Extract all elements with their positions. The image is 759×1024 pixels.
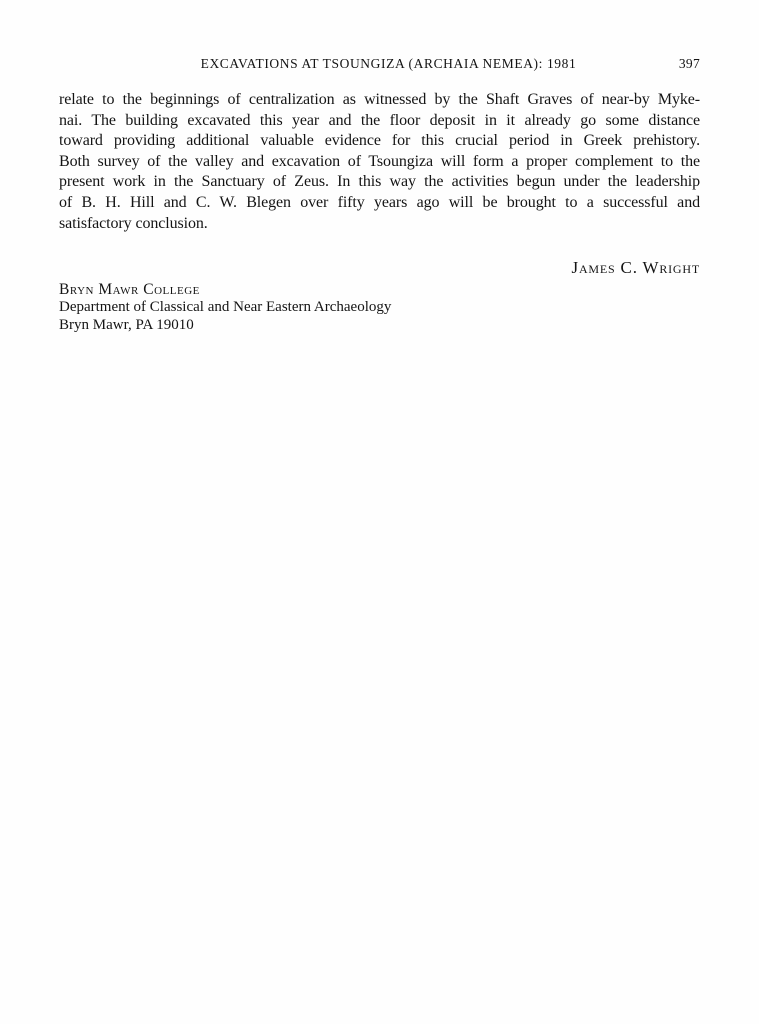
author-signature: James C. Wright bbox=[571, 258, 700, 277]
paragraph-line: nai. The building excavated this year and the floor deposit in it already go some distance bbox=[59, 111, 700, 129]
affiliation-address: Bryn Mawr, PA 19010 bbox=[59, 316, 194, 333]
running-head bbox=[59, 56, 700, 72]
affiliation-institution: Bryn Mawr College bbox=[59, 281, 200, 298]
body-paragraph bbox=[59, 90, 700, 234]
paragraph-line: Both survey of the valley and excavation of Tsoungiza will form a proper complement to the bbox=[59, 152, 700, 170]
affiliation-block bbox=[59, 281, 700, 334]
affiliation-department: Department of Classical and Near Eastern Archaeology bbox=[59, 299, 392, 315]
paragraph-line: toward providing additional valuable evidence for this crucial period in Greek prehistory. bbox=[59, 132, 700, 150]
paragraph-line: present work in the Sanctuary of Zeus. In this way the activities begun under the leadership bbox=[59, 173, 700, 191]
paragraph-line: satisfactory conclusion. bbox=[59, 214, 208, 232]
page-number: 397 bbox=[678, 56, 700, 71]
paragraph-line: relate to the beginnings of centralization as witnessed by the Shaft Graves of near-by Myke- bbox=[59, 91, 700, 108]
paragraph-line: of B. H. Hill and C. W. Blegen over fifty years ago will be brought to a successful and bbox=[59, 193, 700, 211]
running-head-title: EXCAVATIONS AT TSOUNGIZA (ARCHAIA NEMEA): 1981 bbox=[200, 56, 577, 71]
